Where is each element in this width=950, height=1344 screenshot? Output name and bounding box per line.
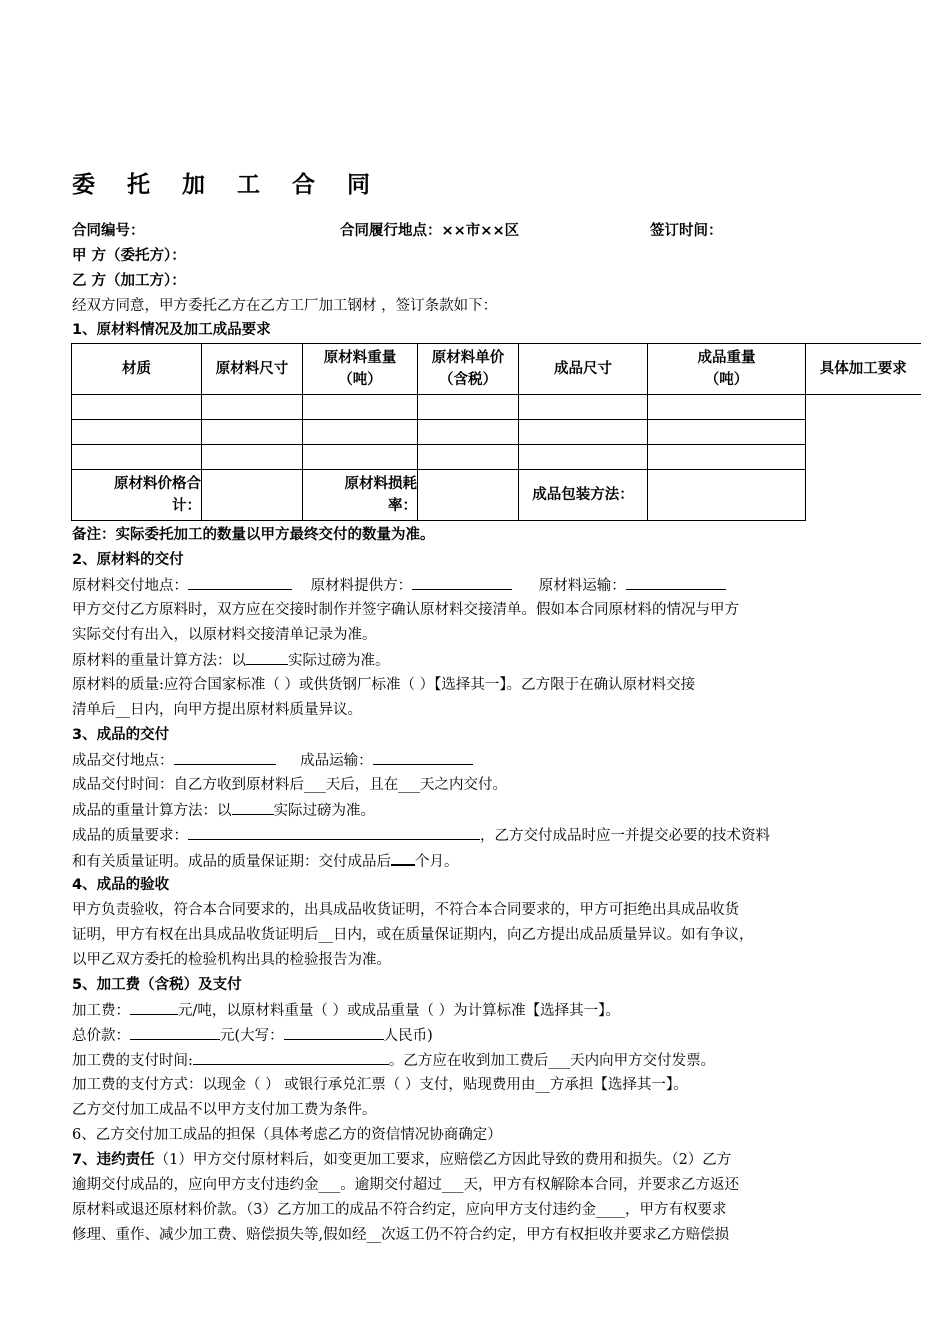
- fee-line: 加工费： 元/吨，以原材料重量（ ）或成品重量（ ）为计算标准【选择其一】。: [72, 1000, 620, 1021]
- section-7-line-4: 修理、重作、减少加工费、赔偿损失等,假如经__次返工仍不符合约定，甲方有权拒收并要求乙方赔偿损: [72, 1227, 730, 1243]
- payment-time-line: 加工费的支付时间: 。乙方应在收到加工费后___天内向甲方交付发票。: [72, 1050, 715, 1071]
- title-char: 同: [347, 171, 370, 198]
- footer-loss-label: 原材料损耗 率：: [303, 470, 418, 521]
- s4-paragraph-2: 证明，甲方有权在出具成品收货证明后__日内，或在质量保证期内，向乙方提出成品质量异议。如有争议，: [72, 927, 754, 943]
- header-product-weight: 成品重量 （吨）: [648, 344, 806, 395]
- header-raw-weight: 原材料重量 （吨）: [303, 344, 418, 395]
- section-7-line-3: 原材料或退还原材料价款。（3）乙方加工的成品不符合约定，应向甲方支付违约金____，甲方有权要求: [72, 1202, 727, 1218]
- intro-text: 经双方同意，甲方委托乙方在乙方工厂加工钢材 ，签订条款如下：: [72, 298, 498, 314]
- raw-quality-1: 原材料的质量:应符合国家标准（ ）或供货钢厂标准（ ）【选择其一】。乙方限于在确认原材料交接: [72, 677, 696, 693]
- product-quality-2: 和有关质量证明。成品的质量保证期：交付成品后 个月。: [72, 850, 459, 872]
- header-requirement: 具体加工要求: [806, 344, 921, 395]
- title-char: 合: [292, 171, 315, 198]
- raw-weight-method: 原材料的重量计算方法：以 实际过磅为准。: [72, 650, 390, 671]
- table-row: [72, 420, 921, 445]
- raw-quality-2: 清单后__日内，向甲方提出原材料质量异议。: [72, 702, 362, 718]
- s4-paragraph-3: 以甲乙双方委托的检验机构出具的检验报告为准。: [72, 952, 391, 968]
- payment-method-line: 加工费的支付方式：以现金（ ） 或银行承兑汇票（ ）支付，贴现费用由__方承担【选择其一】。: [72, 1077, 688, 1093]
- section-6-title: 6、乙方交付加工成品的担保（具体考虑乙方的资信情况协商确定）: [72, 1127, 502, 1143]
- raw-delivery-line: 原材料交付地点： 原材料提供方： 原材料运输：: [72, 575, 726, 596]
- title-char: 委: [72, 171, 95, 198]
- title-char: 托: [127, 171, 150, 198]
- table-row: [72, 445, 921, 470]
- table-note: 备注：实际委托加工的数量以甲方最终交付的数量为准。: [72, 527, 435, 543]
- section-7-line-1: 7、违约责任（1）甲方交付原材料后，如变更加工要求，应赔偿乙方因此导致的费用和损失。（2）乙方: [72, 1152, 732, 1168]
- product-quality-1: 成品的质量要求： ，乙方交付成品时应一并提交必要的技术资料: [72, 825, 770, 846]
- footer-total-label: 原材料价格合 计：: [72, 470, 202, 521]
- table-row: [72, 395, 921, 420]
- section-5-title: 5、加工费（含税）及支付: [72, 977, 242, 993]
- contract-place: 合同履行地点：××市××区: [340, 223, 520, 239]
- product-delivery-time: 成品交付时间：自乙方收到原材料后___天后，且在___天之内交付。: [72, 777, 507, 793]
- section-7-line-2: 逾期交付成品的，应向甲方支付违约金___。逾期交付超过___天，甲方有权解除本合同，并要求乙方返还: [72, 1177, 739, 1193]
- materials-table: [71, 343, 921, 521]
- section-2-title: 2、原材料的交付: [72, 552, 184, 568]
- contract-no-label: 合同编号：: [72, 223, 145, 239]
- party-a-label: 甲 方（委托方）：: [72, 248, 186, 264]
- section-3-title: 3、成品的交付: [72, 727, 170, 743]
- payment-condition: 乙方交付加工成品不以甲方支付加工费为条件。: [72, 1102, 377, 1118]
- table-footer-row: [72, 470, 921, 521]
- party-b-label: 乙 方（加工方）：: [72, 273, 186, 289]
- footer-pack-label: 成品包装方法：: [519, 470, 648, 521]
- header-raw-price: 原材料单价 （含税）: [418, 344, 519, 395]
- header-material: 材质: [72, 344, 202, 395]
- product-delivery-line: 成品交付地点： 成品运输：: [72, 750, 473, 771]
- title-char: 工: [237, 171, 260, 198]
- product-weight-method: 成品的重量计算方法：以 实际过磅为准。: [72, 800, 375, 821]
- requirement-cell: [806, 395, 921, 521]
- s4-paragraph-1: 甲方负责验收，符合本合同要求的，出具成品收货证明，不符合本合同要求的，甲方可拒绝出具成品收货: [72, 902, 739, 918]
- s2-paragraph-1: 甲方交付乙方原料时，双方应在交接时制作并签字确认原材料交接清单。假如本合同原材料的情况与甲方: [72, 602, 739, 618]
- contract-title: [72, 166, 370, 199]
- total-price-line: 总价款： 元(大写： 人民币): [72, 1025, 433, 1046]
- header-raw-size: 原材料尺寸: [202, 344, 303, 395]
- section-4-title: 4、成品的验收: [72, 877, 170, 893]
- header-product-size: 成品尺寸: [519, 344, 648, 395]
- title-char: 加: [182, 171, 205, 198]
- s2-paragraph-2: 实际交付有出入，以原材料交接清单记录为准。: [72, 627, 377, 643]
- table-header-row: [72, 344, 921, 395]
- sign-time-label: 签订时间：: [650, 223, 723, 239]
- section-1-title: 1、原材料情况及加工成品要求: [72, 322, 271, 338]
